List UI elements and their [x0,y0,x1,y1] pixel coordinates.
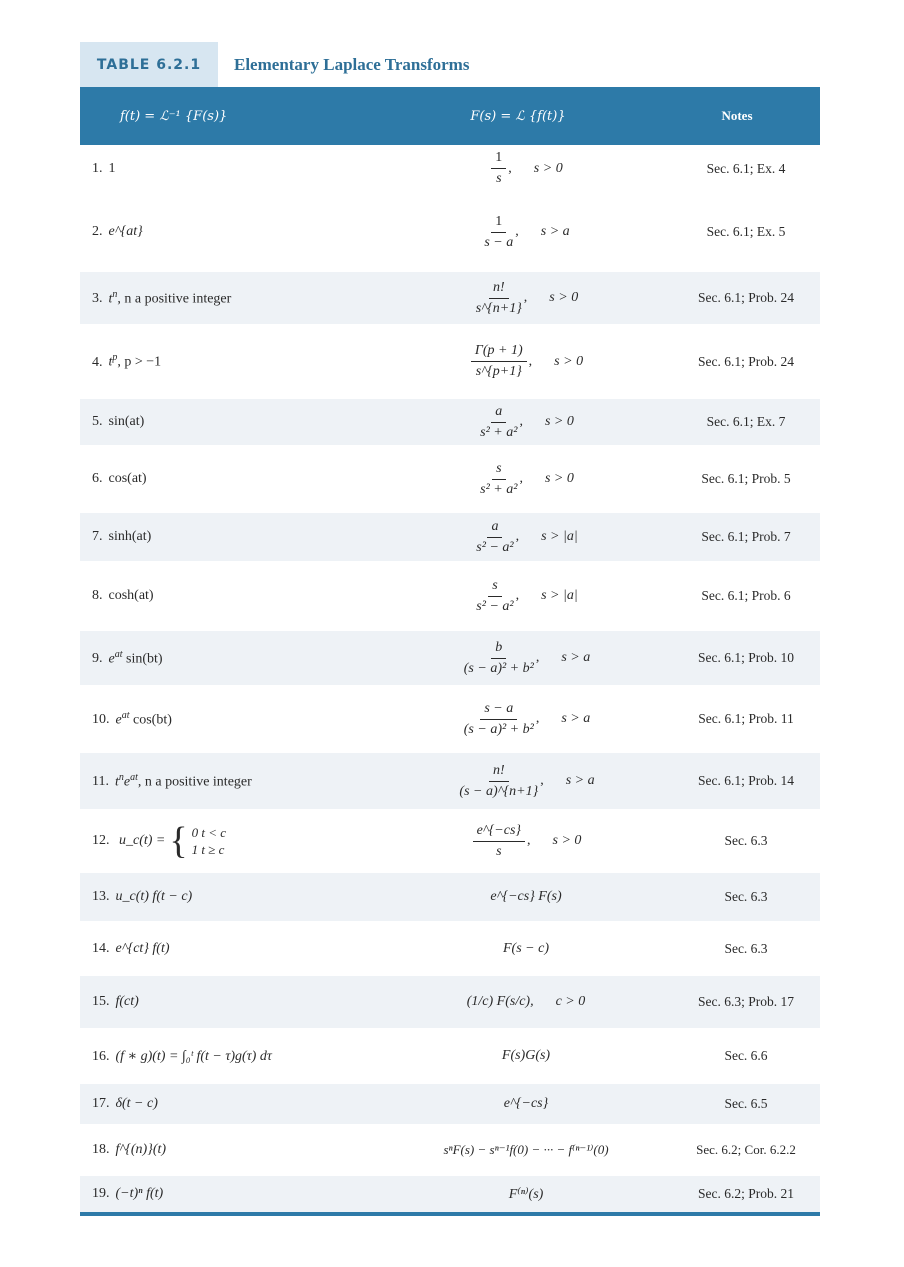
table-row: 15. f(ct) (1/c) F(s/c), c > 0 Sec. 6.3; Prob. 17 [80,976,820,1028]
table-row: 14. e^{ct} f(t) F(s − c) Sec. 6.3 [92,940,768,956]
table-row: 17. δ(t − c) e^{−cs} Sec. 6.5 [80,1084,820,1124]
table-caption [80,42,820,87]
header-notes: Notes [721,108,753,123]
table-row: 11. $t^ne^{at}$, n a positive integer $\frac{n!}{(s - a)\^{}\{n+1\}}$ , s > a Sec. 6.1; Prob. 14 [80,753,820,809]
table-row: 19. (−t)ⁿ f(t) F⁽ⁿ⁾(s) Sec. 6.2; Prob. 21 [80,1176,820,1212]
table-row: 6. cos(at) $\frac{s}{\text{s² + a²}}$ , s > 0 Sec. 6.1; Prob. 5 [92,460,791,497]
table-row: 8. cosh(at) $\frac{s}{\text{s² − a²}}$ , s > |a| Sec. 6.1; Prob. 6 [92,577,791,614]
header-transform: F(s) = ℒ {f(t)} [470,108,566,124]
table-number: TABLE 6.2.1 [80,42,218,87]
table-row: 9. $e^{at}$ sin(bt) $\frac{b}{\text{(s − a)² + b²}}$ , s > a Sec. 6.1; Prob. 10 [80,631,820,685]
left-brace-icon: { [169,820,188,862]
table-row: 2. e^{at} $\frac{1}{s - a}$ , s > a Sec. 6.1; Ex. 5 [80,192,820,272]
table-title: Elementary Laplace Transforms [234,54,470,74]
table-row: 3. $t^n$, n a positive integer $\frac{n!}{s\^{}\{n+1\}}$ , s > 0 Sec. 6.1; Prob. 24 [80,272,820,324]
laplace-table [80,87,820,1216]
table-row: 4. $t^p$, p > −1 $\frac{\Gamma(p + 1)}{s\^{}\{p+1\}}$ , s > 0 Sec. 6.1; Prob. 24 [92,343,794,379]
table-row: 12. u_c(t) = { 0 t < c 1 t ≥ c $\frac{e\^{}\{-cs\}}{s}$ , s > 0 Sec. 6.3 [92,820,768,862]
table-row: 10. $e^{at}$ cos(bt) $\frac{s - a}{\text{(s − a)² + b²}}$ , s > a Sec. 6.1; Prob. 11 [92,700,794,737]
table-row: 18. f^{(n)}(t) sⁿF(s) − sⁿ⁻¹f(0) − ··· − f⁽ⁿ⁻¹⁾(0) Sec. 6.2; Cor. 6.2.2 [92,1142,796,1157]
header-inverse: f(t) = ℒ⁻¹ {F(s)} [120,108,228,124]
table-header [80,87,820,145]
table-bottom-rule [80,1212,820,1216]
table-row: 1. 1 $\frac{1}{s}$ , s > 0 Sec. 6.1; Ex. 4 [92,150,786,186]
table-row: 13. u_c(t) f(t − c) e^{−cs} F(s) Sec. 6.3 [80,873,820,921]
table-row: 5. sin(at) $\frac{a}{\text{s² + a²}}$ , s > 0 Sec. 6.1; Ex. 7 [80,399,820,445]
table-row: 16. (f ∗ g)(t) = ∫₀ᵗ f(t − τ)g(τ) dτ F(s)G(s) Sec. 6.6 [92,1048,768,1064]
table-row: 7. sinh(at) $\frac{a}{\text{s² − a²}}$ , s > |a| Sec. 6.1; Prob. 7 [80,513,820,561]
